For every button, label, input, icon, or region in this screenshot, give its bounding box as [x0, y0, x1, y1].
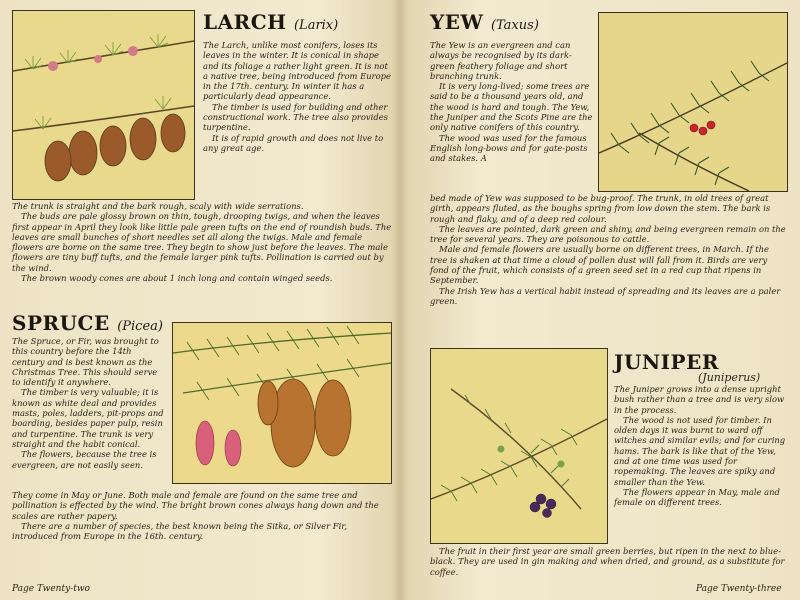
paragraph: The fruit in their first year are small green berries, but ripen in the next to blue-black. They are used in gin making and when dried, and ground, as a substitute for coffee. [430, 546, 785, 577]
yew-drawing [599, 13, 787, 191]
paragraph: It is of rapid growth and does not live to any great age. [203, 132, 384, 153]
larch-full-text [12, 201, 392, 283]
larch-title: LARCH (Larix) [203, 10, 339, 34]
paragraph: The trunk is straight and the bark rough, scaly with wide serrations. [12, 201, 304, 211]
paragraph: It is very long-lived; some trees are said to be a thousand years old, and the wood is hard and tough. The Yew, the Juniper and the Scots Pine are the only native conifers of this country. [430, 81, 593, 133]
yew-latin-name: (Taxus) [490, 18, 539, 33]
yew-side-text [430, 40, 596, 164]
juniper-drawing [431, 349, 607, 543]
paragraph: The leaves are pointed, dark green and shiny, and being evergreen remain on the tree for several years. They are poisonous to cattle. [430, 223, 786, 245]
paragraph: bed made of Yew was supposed to be bug-proof. The trunk, in old trees of great girth, appears fluted, as the boughs spring from low down the stem. The bark is rough and flaky, and of a deep red colour. [430, 193, 771, 224]
paragraph: The brown woody cones are about 1 inch long and contain winged seeds. [21, 273, 333, 284]
juniper-latin-name: (Juniperus) [698, 371, 761, 384]
paragraph: The Juniper grows into a dense upright bush rather than a tree and is very slow in the process. [614, 384, 785, 415]
paragraph: The Irish Yew has a vertical habit instead of spreading and its leaves are a paler green. [430, 285, 781, 306]
paragraph: The Spruce, or Fir, was brought to this country before the 14th century and is best known as the Christmas Tree. This should serve to identify it anywhere. [12, 336, 159, 388]
spruce-illustration [172, 322, 392, 484]
paragraph: The wood was used for the famous English long-bows and for gate-posts and stakes. A [430, 132, 588, 164]
larch-illustration [12, 10, 195, 200]
juniper-full-text [430, 546, 788, 577]
paragraph: There are a number of species, the best known being the Sitka, or Silver Fir, introduced from Europe in the 16th. century. [12, 520, 348, 542]
page-number-left: Page Twenty-two [12, 584, 90, 594]
larch-side-text [203, 40, 391, 153]
juniper-illustration [430, 348, 608, 544]
paragraph: The Yew is an evergreen and can always be recognised by its dark-green feathery foliage and short branching trunk. [430, 40, 572, 81]
paragraph: The wood is not used for timber. In olden days it was burnt to ward off witches and similar evils; and for curing hams. The bark is like that of the Yew, and at one time was used for ropemaking. The leaves are spiky and smaller than the Yew. [614, 414, 786, 487]
paragraph: The flowers appear in May, male and female on different trees. [614, 486, 780, 508]
spruce-drawing [173, 323, 391, 483]
larch-drawing [13, 11, 194, 199]
larch-latin-name: (Larix) [293, 18, 339, 33]
paragraph: The timber is used for building and other constructional work. The tree also provides turpentine. [203, 101, 388, 133]
juniper-title: JUNIPER [614, 350, 719, 374]
yew-title: YEW (Taxus) [430, 10, 539, 34]
right-page [400, 0, 800, 600]
paragraph: The buds are pale glossy brown on thin, tough, drooping twigs, and when the leaves first appear in April they look like little pale green tufts on the end of roundish buds. The leaves are small bunches of short needles set all along the twigs. Male and female flowers are borne on the same tree. They begin to show just before the leaves. The male flowers are tiny buff tufts, and the female larger pink tufts. Pollination is carried out by the wind. [12, 211, 392, 273]
spruce-title: SPRUCE (Picea) [12, 311, 163, 335]
page-number-right: Page Twenty-three [696, 584, 782, 594]
spruce-full-text [12, 490, 392, 541]
yew-full-text [430, 193, 788, 306]
yew-illustration [598, 12, 788, 192]
paragraph: The timber is very valuable; it is known as white deal and provides masts, poles, ladders, pit-props and boarding, besides paper pulp, resin and turpentine. The trunk is very straight and the habit conical. [12, 387, 164, 449]
paragraph: Male and female flowers are usually borne on different trees, in March. If the tree is shaken at that time a cloud of pollen dust will fall from it. Birds are very fond of the fruit, which consists of a green seed set in a red cup that ripens in September. [430, 244, 769, 286]
paragraph: They come in May or June. Both male and female are found on the same tree and pollination is effected by the wind. The bright brown cones always hang down and the scales are rather papery. [12, 490, 379, 521]
spruce-latin-name: (Picea) [117, 319, 163, 334]
juniper-side-text [614, 384, 790, 508]
paragraph: The Larch, unlike most conifers, loses its leaves in the winter. It is conical in shape and its foliage a rather light green. It is not a native tree, being introduced from Europe in the 17th. century. In winter it has a particularly dead appearance. [203, 40, 391, 102]
paragraph: The flowers, because the tree is evergreen, are not easily seen. [12, 449, 157, 470]
spruce-side-text [12, 336, 164, 470]
